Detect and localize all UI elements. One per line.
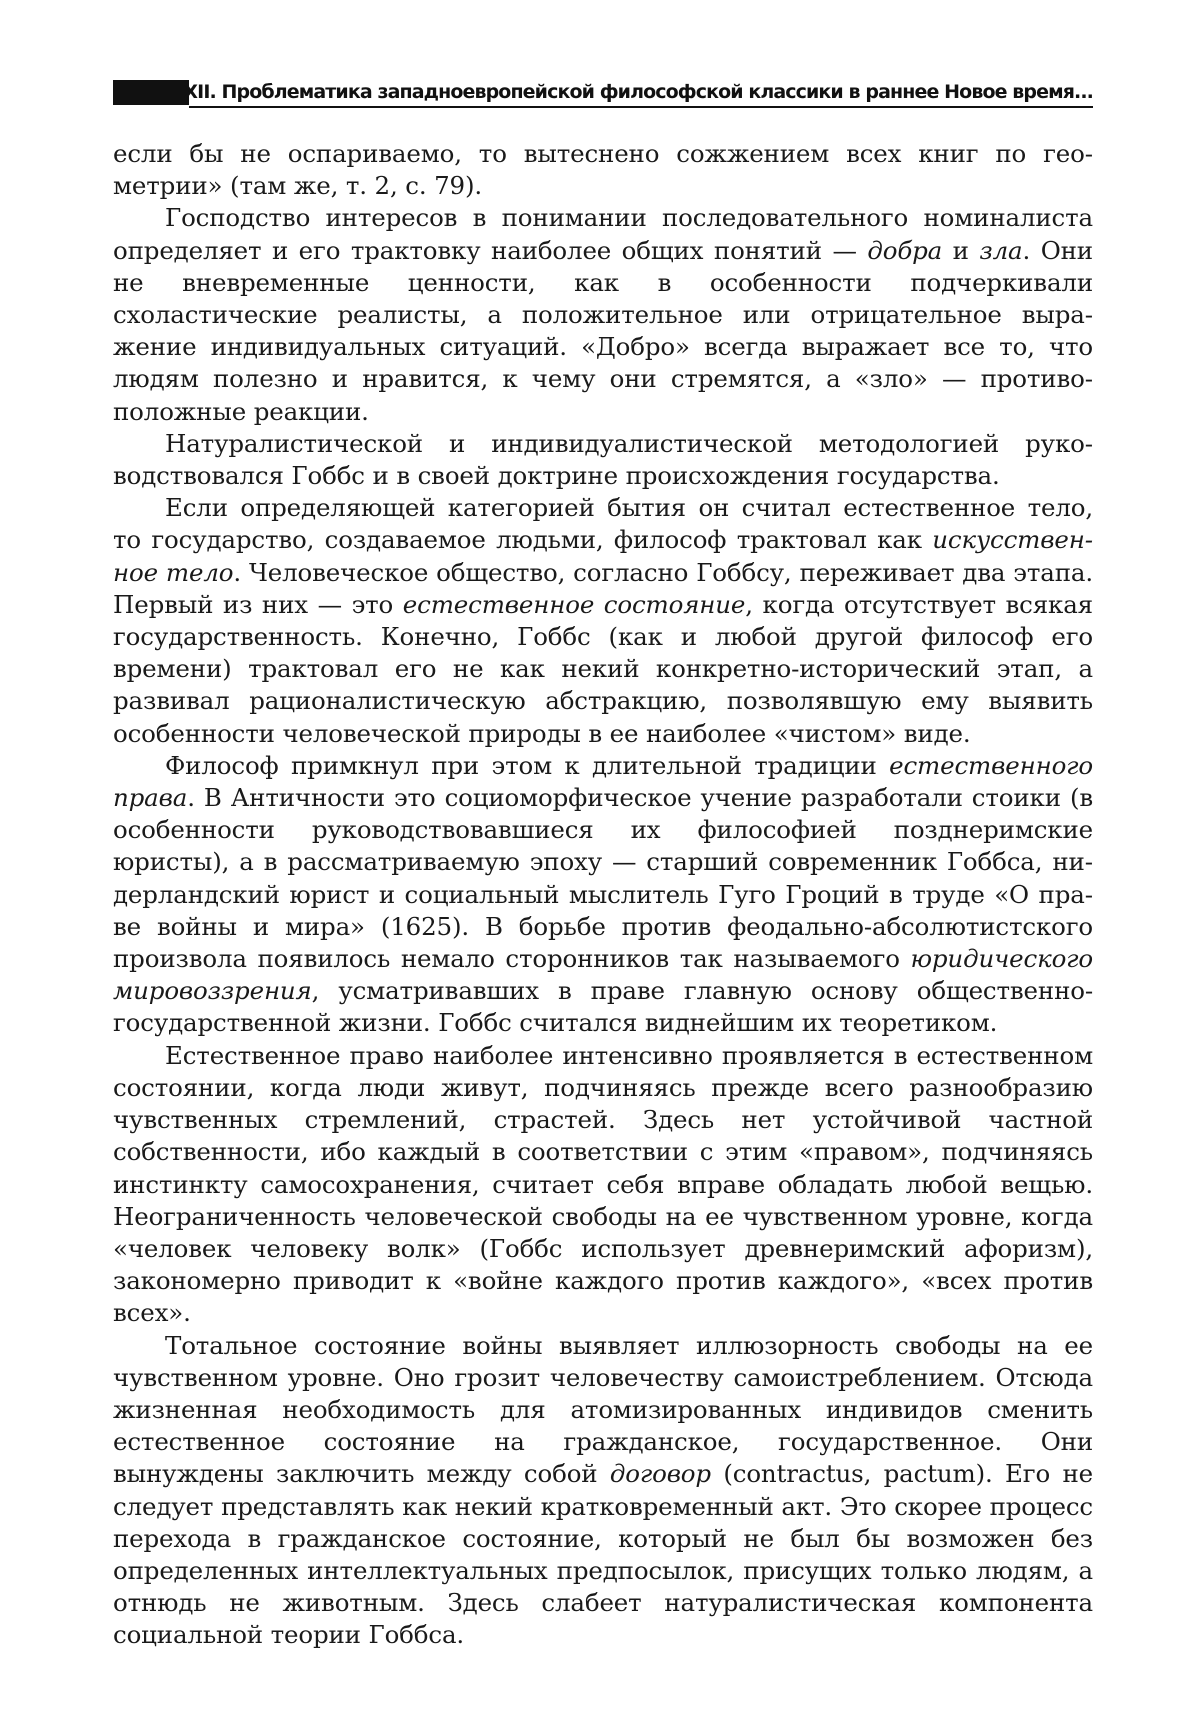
text-run: Естественное право наиболее интенсивно проявляется в естественном состоянии, когда люди живут, подчиняясь прежде всего разнообразию чувственных стремлений, страстей. Здесь нет устойчивой частной собственности, ибо каждый в соответствии с этим «правом», подчиняясь инстинкту самосохранения, считает себя вправе обладать любой вещью. Неограниченность человеческой свободы на ее чувственном уровне, когда «человек человеку волк» (Гоббс использует древнеримский афоризм), закономерно приводит к «войне каждого против каждого», «всех против всех».: [113, 1040, 1093, 1328]
header-marker-bar: [113, 80, 189, 105]
text-run: и: [942, 235, 980, 265]
italic-term: зла: [979, 235, 1023, 265]
paragraph: [113, 492, 1093, 750]
paragraph: [113, 428, 1093, 492]
paragraph: [113, 202, 1093, 427]
text-run: , усматривавших в праве главную основу общественно-государственной жизни. Гоббс считался виднейшим их теоретиком.: [113, 976, 1093, 1038]
running-title: XII. Проблематика западноевропейской философской классики в раннее Новое время...: [183, 81, 1093, 103]
text-run: (contractus, pactum). Его не следует представлять как некий кратковременный акт. Это скорее процесс перехода в гражданское состояние, который не был бы возможен без определенных интеллектуальных предпосылок, присущих только людям, а отнюдь не животным. Здесь слабеет натуралистическая компонента социальной теории Гоббса.: [113, 1459, 1093, 1650]
text-run: Философ примкнул при этом к длительной традиции: [165, 750, 890, 780]
text-run: . В Античности это социоморфическое учение разработали стоики (в особенности руководствовавшиеся их философией позднеримские юристы), а в рассматриваемую эпоху — старший современник Гоббса, нидерландский юрист и социальный мыслитель Гуго Гроций в труде «О праве войны и мира» (1625). В борьбе против феодально-абсолютистского произвола появилось немало сторонников так называемого: [113, 783, 1093, 974]
italic-term: договор: [609, 1459, 711, 1489]
italic-term: юридического мировоззрения: [113, 944, 1093, 1006]
text-run: , когда отсутствует всякая государственность. Конечно, Гоббс (как и любой другой философ его времени) трактовал его не как некий конкретно-исторический этап, а развивал рационалистическую абстракцию, позволявшую ему выявить особенности человеческой природы в ее наиболее «чистом» виде.: [113, 589, 1093, 748]
text-run: . Человеческое общество, согласно Гоббсу, переживает два этапа. Первый из них — это: [113, 557, 1094, 619]
paragraph: [113, 750, 1093, 1040]
text-run: Господство интересов в понимании последовательного номиналиста определяет и его трактовку наиболее общих понятий —: [113, 203, 1093, 265]
paragraph: [113, 1330, 1093, 1652]
running-header: [113, 78, 1093, 108]
paragraph: [113, 1040, 1093, 1330]
italic-term: естественное состояние: [402, 589, 746, 619]
text-run: . Они не вневременные ценности, как в особенности подчеркивали схоластические реалисты, а положительное или отрицательное выражение индивидуальных ситуаций. «Добро» всегда выражает все то, что людям полезно и нравится, к чему они стремятся, а «зло» — противоположные реакции.: [113, 235, 1093, 426]
body-text: [113, 138, 1093, 1652]
text-run: Если определяющей категорией бытия он считал естественное тело, то государство, создаваемое людьми, философ трактовал как: [113, 493, 1093, 555]
text-run: Натуралистической и индивидуалистической методологией руководствовался Гоббс и в своей доктрине происхождения государства.: [113, 428, 1093, 491]
text-run: Тотальное состояние войны выявляет иллюзорность свободы на ее чувственном уровне. Оно грозит человечеству самоистреблением. Отсюда жизненная необходимость для атомизированных индивидов сменить естественное состояние на гражданское, государственное. Они вынуждены заключить между собой: [113, 1330, 1093, 1489]
header-rule: [189, 106, 1093, 108]
italic-term: добра: [867, 235, 943, 265]
italic-term: естественного права: [113, 750, 1093, 813]
text-run: если бы не оспариваемо, то вытеснено сожжением всех книг по геометрии» (там же, т. 2, с. 79).: [113, 139, 1093, 201]
paragraph: [113, 138, 1093, 202]
italic-term: искусственное тело: [113, 525, 1093, 587]
